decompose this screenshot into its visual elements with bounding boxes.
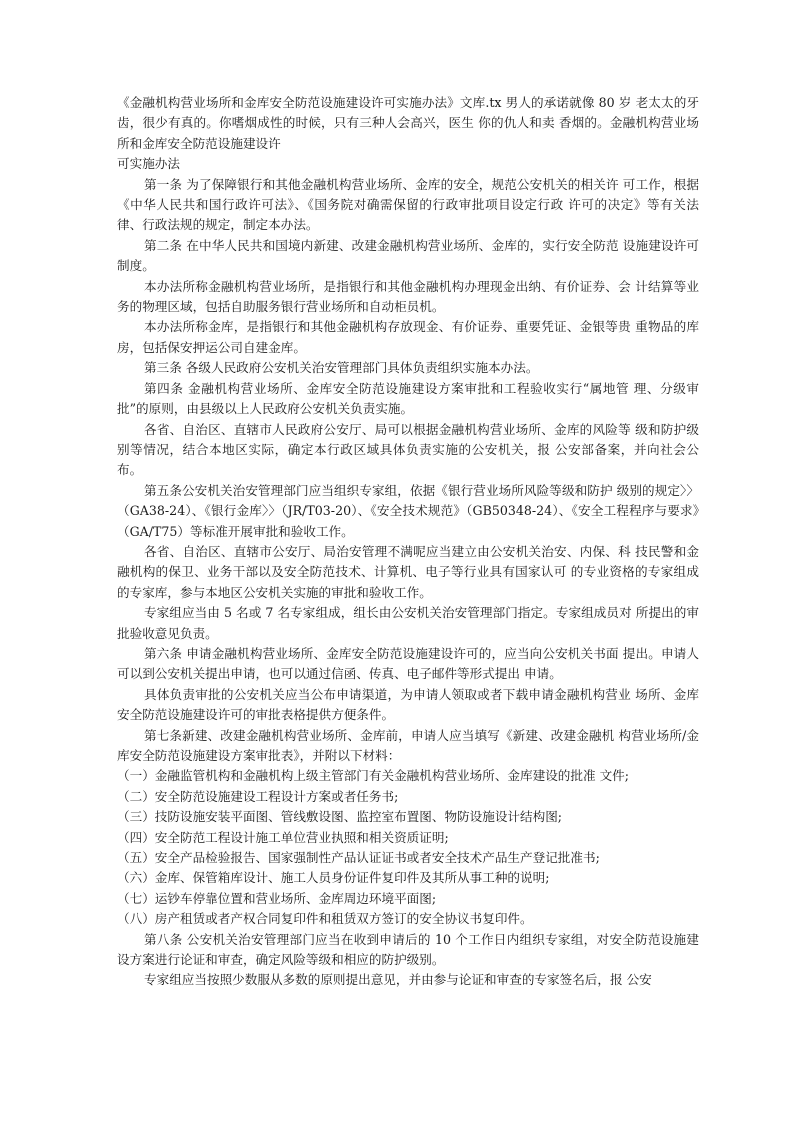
paragraph-expert-pool: 各省、自治区、直辖市公安厅、局治安管理不满呢应当建立由公安机关治安、内保、科 技民警和金融机构的保卫、业务干部以及安全防范技术、计算机、电子等行业具有国家认可 的专业资格的专家组成的专家库，参与本地区公安机关实施的审批和验收工作。 — [117, 543, 699, 600]
paragraph-expert-opinion: 专家组应当按照少数服从多数的原则提出意见，并由参与论证和审查的专家签名后，报 公安 — [144, 972, 652, 988]
list-item: （二）安全防范设施建设工程设计方案或者任务书; — [117, 788, 399, 804]
list-item: （三）技防设施安装平面图、管线敷设图、监控室布置图、物防设施设计结构图; — [117, 809, 563, 825]
article-1: 第一条 为了保障银行和其他金融机构营业场所、金库的安全，规范公安机关的相关许 可工作，根据《中华人民共和国行政许可法》、《国务院对确需保留的行政审批项目设定行政 许可的决定》等有关法律、行政法规的规定，制定本办法。 — [117, 176, 699, 233]
list-item: （七）运钞车停靠位置和营业场所、金库周边环境平面图; — [117, 890, 437, 906]
article-6: 第六条 申请金融机构营业场所、金库安全防范设施建设许可的，应当向公安机关书面 提出。申请人可以到公安机关提出申请，也可以通过信函、传真、电子邮件等形式提出 申请。 — [117, 645, 699, 682]
paragraph-vault-definition: 本办法所称金库，是指银行和其他金融机构存放现金、有价证券、重要凭证、金银等贵 重物品的库房，包括保安押运公司自建金库。 — [117, 319, 699, 355]
paragraph-provincial-authorities: 各省、自治区、直辖市人民政府公安厅、局可以根据金融机构营业场所、金库的风险等 级和防护级别等情况，结合本地区实际，确定本行政区域具体负责实施的公安机关，报 公安部备案，并向社会公布。 — [117, 421, 699, 478]
document-heading: 可实施办法 — [117, 156, 180, 172]
article-8: 第八条 公安机关治安管理部门应当在收到申请后的 10 个工作日内组织专家组，对安全防范设施建设方案进行论证和审查，确定风险等级和相应的防护级别。 — [117, 931, 699, 968]
article-2: 第二条 在中华人民共和国境内新建、改建金融机构营业场所、金库的，实行安全防范 设施建设许可制度。 — [117, 237, 699, 274]
document-page — [117, 93, 699, 991]
paragraph-application-channels: 具体负责审批的公安机关应当公布申请渠道，为申请人领取或者下载申请金融机构营业 场所、金库安全防范设施建设许可的审批表格提供方便条件。 — [117, 686, 699, 723]
list-item: （六）金库、保管箱库设计、施工人员身份证件复印件及其所从事工种的说明; — [117, 870, 550, 886]
list-item: （四）安全防范工程设计施工单位营业执照和相关资质证明; — [117, 829, 449, 845]
list-item: （一）金融监管机构和金融机构上级主管部门有关金融机构营业场所、金库建设的批准 文件; — [117, 768, 629, 784]
document-intro: 《金融机构营业场所和金库安全防范设施建设许可实施办法》文库.tx 男人的承诺就像 80 岁 老太太的牙齿，很少有真的。你嗜烟成性的时候，只有三种人会高兴，医生 你的仇人和卖 香烟的。金融机构营业场所和金库安全防范设施建设许 — [117, 95, 699, 151]
article-4: 第四条 金融机构营业场所、金库安全防范设施建设方案审批和工程验收实行“属地管 理、分级审批”的原则，由县级以上人民政府公安机关负责实施。 — [117, 380, 699, 417]
paragraph-expert-group: 专家组应当由 5 名或 7 名专家组成，组长由公安机关治安管理部门指定。专家组成员对 所提出的审批验收意见负责。 — [117, 605, 699, 641]
paragraph-business-premises-definition: 本办法所称金融机构营业场所，是指银行和其他金融机构办理现金出纳、有价证券、会 计结算等业务的物理区域，包括自助服务银行营业场所和自动柜员机。 — [117, 278, 699, 315]
list-item: （八）房产租赁或者产权合同复印件和租赁双方签订的安全协议书复印件。 — [117, 911, 533, 927]
article-7: 第七条新建、改建金融机构营业场所、金库前，申请人应当填写《新建、改建金融机 构营业场所/金库安全防范设施建设方案审批表》，并附以下材料： — [117, 727, 699, 763]
article-3: 第三条 各级人民政府公安机关治安管理部门具体负责组织实施本办法。 — [144, 360, 539, 376]
article-5: 第五条公安机关治安管理部门应当组织专家组，依据《银行营业场所风险等级和防护 级别的规定〉〉（GA38-24）、《银行金库〉〉（JR/T03-20）、《安全技术规范》（GB50348-24）、《安全工程程序与要求》（GA/T75）等标准开展审批和验收工作。 — [117, 482, 699, 539]
list-item: （五）安全产品检验报告、国家强制性产品认证证书或者安全技术产品生产登记批准书; — [117, 850, 600, 866]
